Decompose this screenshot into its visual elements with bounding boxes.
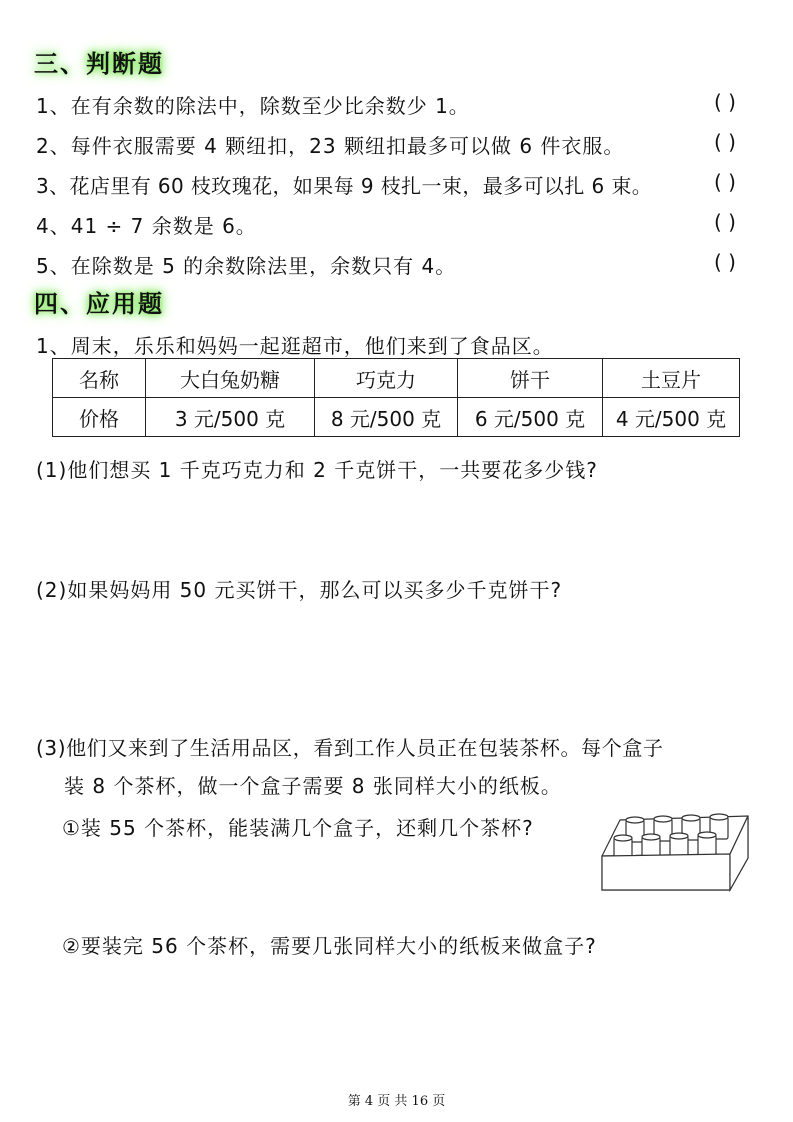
price-table [52, 358, 740, 437]
problem-1-intro: 1、周末，乐乐和妈妈一起逛超市，他们来到了食品区。 [36, 334, 554, 358]
answer-area-3-2[interactable] [62, 964, 752, 1074]
table-cell-price: 8 元/500 克 [315, 398, 458, 437]
judgment-item-4: 4、41 ÷ 7 余数是 6。 [36, 214, 257, 238]
answer-blank-2[interactable]: ( ) [714, 130, 736, 154]
section-title-judgment: 三、判断题 [34, 50, 164, 78]
table-cell-price: 6 元/500 克 [458, 398, 603, 437]
question-3-line-1: (3)他们又来到了生活用品区，看到工作人员正在包装茶杯。每个盒子 [36, 736, 664, 760]
answer-blank-5[interactable]: ( ) [714, 250, 736, 274]
answer-blank-3[interactable]: ( ) [714, 170, 736, 194]
answer-area-3-1[interactable] [62, 846, 592, 916]
judgment-item-5: 5、在除数是 5 的余数除法里，余数只有 4。 [36, 254, 457, 278]
table-header-label: 名称 [53, 359, 146, 398]
question-3-sub-2: ②要装完 56 个茶杯，需要几张同样大小的纸板来做盒子? [62, 934, 597, 958]
table-cell-price: 3 元/500 克 [146, 398, 315, 437]
question-1: (1)他们想买 1 千克巧克力和 2 千克饼干，一共要花多少钱? [36, 458, 598, 482]
table-row [53, 359, 740, 398]
answer-blank-4[interactable]: ( ) [714, 210, 736, 234]
answer-area-1[interactable] [36, 486, 756, 566]
table-cell-name: 巧克力 [315, 359, 458, 398]
answer-blank-1[interactable]: ( ) [714, 90, 736, 114]
answer-area-2[interactable] [36, 606, 756, 716]
judgment-item-1: 1、在有余数的除法中，除数至少比余数少 1。 [36, 94, 470, 118]
table-cell-name: 土豆片 [603, 359, 740, 398]
question-3-line-2: 装 8 个茶杯，做一个盒子需要 8 张同样大小的纸板。 [64, 774, 562, 798]
section-title-application: 四、应用题 [34, 290, 164, 318]
table-cell-name: 饼干 [458, 359, 603, 398]
question-2: (2)如果妈妈用 50 元买饼干，那么可以买多少千克饼干? [36, 578, 563, 602]
table-price-label: 价格 [53, 398, 146, 437]
table-row [53, 398, 740, 437]
page-footer: 第 4 页 共 16 页 [347, 1094, 446, 1109]
judgment-item-2: 2、每件衣服需要 4 颗纽扣，23 颗纽扣最多可以做 6 件衣服。 [36, 134, 625, 158]
cup-box-illustration [598, 808, 754, 896]
judgment-item-3: 3、花店里有 60 枝玫瑰花，如果每 9 枝扎一束，最多可以扎 6 束。 [36, 174, 653, 198]
table-cell-name: 大白兔奶糖 [146, 359, 315, 398]
question-3-sub-1: ①装 55 个茶杯，能装满几个盒子，还剩几个茶杯? [62, 816, 534, 840]
table-cell-price: 4 元/500 克 [603, 398, 740, 437]
